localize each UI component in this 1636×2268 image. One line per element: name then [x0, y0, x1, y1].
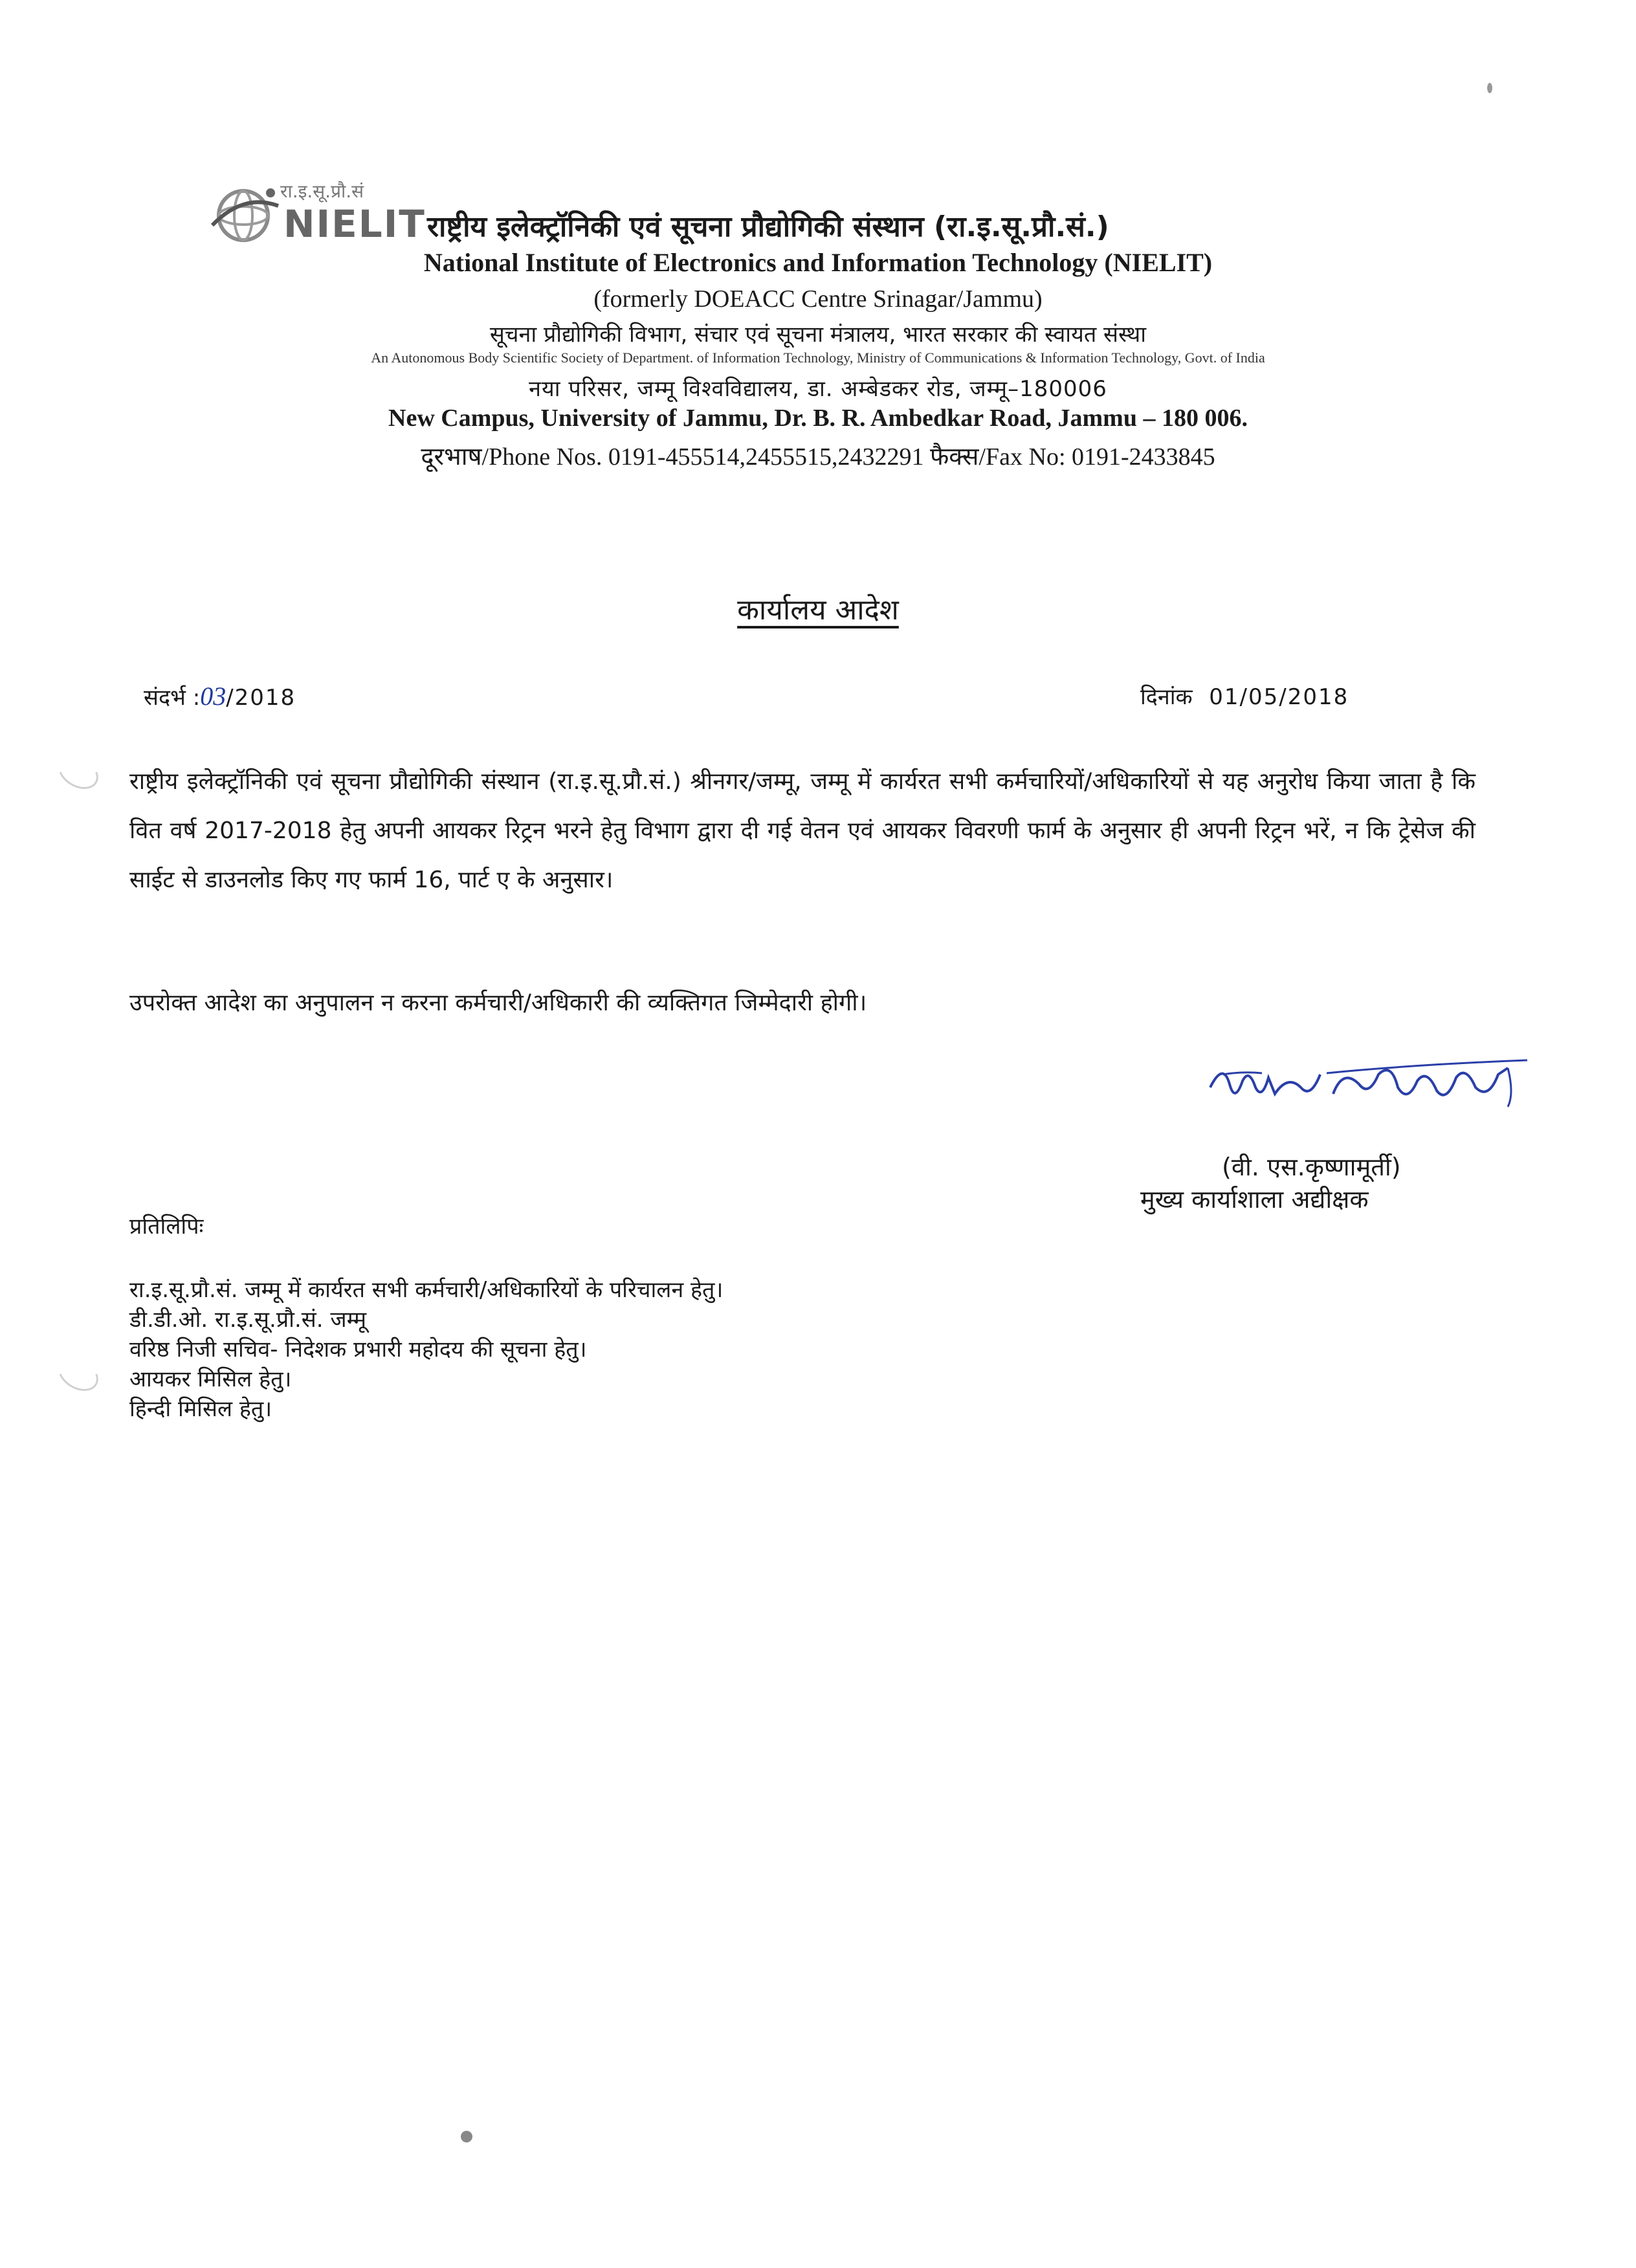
- english-subtitle: An Autonomous Body Scientific Society of Department. of Information Technology, Ministry of Communications & Information Technology, Govt. of India: [371, 350, 1265, 366]
- punch-hole-mark: [52, 1351, 104, 1398]
- handwritten-signature-icon: [1204, 1049, 1540, 1126]
- date-label: दिनांक: [1140, 684, 1193, 710]
- order-title: कार्यालय आदेश: [737, 594, 899, 627]
- punch-hole-mark: [52, 749, 104, 796]
- date-value: 01/05/2018: [1209, 684, 1349, 710]
- order-paragraph-2: उपरोक्त आदेश का अनुपालन न करना कर्मचारी/अधिकारी की व्यक्तिगत जिम्मेदारी होगी।: [129, 990, 867, 1016]
- globe-logo-icon: [206, 180, 283, 245]
- english-address: New Campus, University of Jammu, Dr. B. R. Ambedkar Road, Jammu – 180 006.: [388, 405, 1248, 432]
- logo-hindi-text: रा.इ.सू.प्रौ.सं: [280, 181, 364, 202]
- phone-fax-line: दूरभाष/Phone Nos. 0191-455514,2455515,2432291 फैक्स/Fax No: 0191-2433845: [421, 443, 1215, 471]
- institute-hindi-title: राष्ट्रीय इलेक्ट्रॉनिकी एवं सूचना प्रौद्योगिकी संस्थान (रा.इ.सू.प्रौ.सं.): [427, 210, 1109, 243]
- hindi-address: नया परिसर, जम्मू विश्वविद्यालय, डा. अम्बेडकर रोड, जम्मू–180006: [529, 376, 1107, 402]
- scan-speck: [461, 2131, 472, 2142]
- signature: [1204, 1049, 1540, 1126]
- copy-to-label: प्रतिलिपिः: [129, 1214, 204, 1240]
- ref-label: संदर्भ :: [144, 685, 201, 711]
- list-item: हिन्दी मिसिल हेतु।: [129, 1396, 272, 1422]
- scan-speck: [1487, 83, 1492, 93]
- list-item: रा.इ.सू.प्रौ.सं. जम्मू में कार्यरत सभी कर्मचारी/अधिकारियों के परिचालन हेतु।: [129, 1277, 724, 1303]
- nielit-logo: [206, 173, 426, 245]
- copy-to-list: [129, 1275, 723, 1424]
- ref-number-handwritten: 03: [200, 682, 227, 711]
- list-item: डी.डी.ओ. रा.इ.सू.प्रौ.सं. जम्मू: [129, 1307, 367, 1333]
- signatory-name: (वी. एस.कृष्णामूर्ती): [1222, 1153, 1401, 1181]
- order-date: [1140, 681, 1349, 711]
- reference-number: [144, 681, 296, 711]
- logo-text: NIELIT: [283, 202, 426, 246]
- ref-year: /2018: [226, 685, 296, 711]
- list-item: आयकर मिसिल हेतु।: [129, 1366, 292, 1392]
- formerly-text: (formerly DOEACC Centre Srinagar/Jammu): [593, 285, 1043, 313]
- institute-english-title: National Institute of Electronics and Information Technology (NIELIT): [423, 248, 1213, 277]
- order-paragraph-1: राष्ट्रीय इलेक्ट्रॉनिकी एवं सूचना प्रौद्योगिकी संस्थान (रा.इ.सू.प्रौ.सं.) श्रीनगर/जम्मू, जम्मू में कार्यरत सभी कर्मचारियों/अधिकारियों से यह अनुरोध किया जाता है कि वित वर्ष 2017-2018 हेतु अपनी आयकर रिट्रन भरने हेतु विभाग द्वारा दी गई वेतन एवं आयकर विवरणी फार्म के अनुसार ही अपनी रिट्रन भरें, न कि ट्रेसेज की साईट से डाउनलोड किए गए फार्म 16, पार्ट ए के अनुसार।: [129, 768, 1476, 893]
- hindi-subtitle: सूचना प्रौद्योगिकी विभाग, संचार एवं सूचना मंत्रालय, भारत सरकार की स्वायत संस्था: [489, 322, 1147, 348]
- signatory-designation: मुख्य कार्याशाला अद्यीक्षक: [1140, 1185, 1369, 1214]
- list-item: वरिष्ठ निजी सचिव- निदेशक प्रभारी महोदय की सूचना हेतु।: [129, 1337, 587, 1362]
